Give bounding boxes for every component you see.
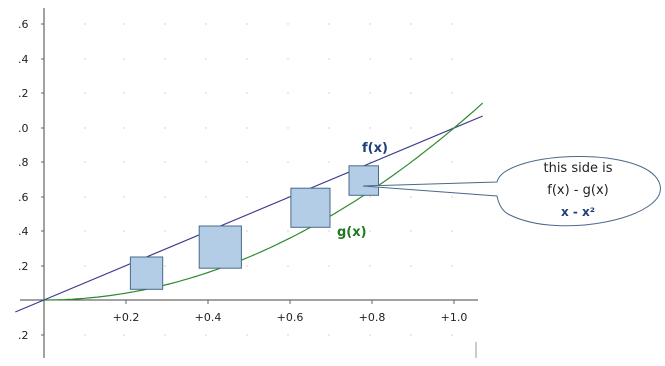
grid-dot xyxy=(328,23,329,24)
grid-dot xyxy=(287,161,288,162)
grid-dot xyxy=(164,127,165,128)
grid-dot xyxy=(205,161,206,162)
grid-dot xyxy=(328,92,329,93)
y-tick-label: .2 xyxy=(18,329,29,342)
grid-dot xyxy=(205,23,206,24)
series-line-f xyxy=(15,116,482,312)
y-tick-label: .2 xyxy=(18,260,29,273)
grid-dot xyxy=(451,196,452,197)
axes xyxy=(20,8,478,358)
grid-dot xyxy=(164,334,165,335)
grid-dot xyxy=(205,92,206,93)
grid-dot xyxy=(451,23,452,24)
grid-dot xyxy=(84,58,85,59)
annotation-callout xyxy=(363,156,660,225)
series-lines xyxy=(15,103,482,312)
grid-dot xyxy=(369,23,370,24)
grid-dot xyxy=(205,196,206,197)
grid-dot xyxy=(287,58,288,59)
grid-dot xyxy=(287,334,288,335)
grid-dot xyxy=(164,265,165,266)
x-tick-label: +0.8 xyxy=(358,311,386,324)
grid-dot xyxy=(287,23,288,24)
grid-dot xyxy=(164,161,165,162)
grid-dot xyxy=(328,230,329,231)
grid-dot xyxy=(451,334,452,335)
grid-dot xyxy=(246,127,247,128)
grid-dot xyxy=(328,161,329,162)
grid-dot xyxy=(246,230,247,231)
grid-dot xyxy=(410,23,411,24)
grid-dot xyxy=(287,92,288,93)
grid-dot xyxy=(84,92,85,93)
y-tick-label: .6 xyxy=(18,18,29,31)
grid-dot xyxy=(84,265,85,266)
grid-dot xyxy=(246,334,247,335)
grid-dot xyxy=(123,196,124,197)
grid-dot xyxy=(369,127,370,128)
grid-dot xyxy=(123,161,124,162)
y-tick-label: .4 xyxy=(18,53,29,66)
grid-dot xyxy=(84,196,85,197)
grid-dot xyxy=(164,230,165,231)
y-tick-label: .6 xyxy=(18,191,29,204)
x-tick-label: +0.2 xyxy=(112,311,140,324)
callout-line-1: this side is xyxy=(543,161,613,176)
grid-dot xyxy=(410,92,411,93)
grid-dot xyxy=(164,196,165,197)
grid-dot xyxy=(369,58,370,59)
grid-dot xyxy=(84,23,85,24)
grid-dot xyxy=(164,23,165,24)
y-tick-labels xyxy=(18,18,44,342)
grid-dot xyxy=(287,230,288,231)
x-tick-labels xyxy=(113,300,468,324)
grid-dot xyxy=(369,265,370,266)
grid-dot xyxy=(246,161,247,162)
grid-dot xyxy=(164,58,165,59)
grid-dot xyxy=(205,127,206,128)
grid-dot xyxy=(328,58,329,59)
grid-dot xyxy=(410,58,411,59)
grid-dot xyxy=(164,92,165,93)
grid-dot xyxy=(84,161,85,162)
grid-dot xyxy=(451,161,452,162)
grid-dot xyxy=(451,265,452,266)
y-tick-label: .0 xyxy=(18,122,29,135)
series-line-g xyxy=(44,103,483,300)
grid-dot xyxy=(328,265,329,266)
grid-dot xyxy=(369,196,370,197)
series-label-g: g(x) xyxy=(337,225,367,240)
difference-square xyxy=(291,188,330,227)
grid-dot xyxy=(246,92,247,93)
grid-dot xyxy=(84,334,85,335)
grid-dot xyxy=(451,230,452,231)
grid-dot xyxy=(205,334,206,335)
grid-dot xyxy=(84,230,85,231)
grid-dot xyxy=(123,58,124,59)
grid-dot xyxy=(410,127,411,128)
y-tick-label: .4 xyxy=(18,225,29,238)
grid-dot xyxy=(369,230,370,231)
grid-dot xyxy=(246,196,247,197)
grid-dot xyxy=(287,265,288,266)
grid-dot xyxy=(84,127,85,128)
grid-dot xyxy=(123,127,124,128)
callout-bubble xyxy=(363,156,660,225)
grid-dot xyxy=(246,58,247,59)
grid-dot xyxy=(287,127,288,128)
y-tick-label: .8 xyxy=(18,156,29,169)
difference-square xyxy=(349,166,379,196)
x-tick-label: +1.0 xyxy=(440,311,468,324)
grid-dot xyxy=(205,58,206,59)
grid-dot xyxy=(369,334,370,335)
grid-dot xyxy=(451,92,452,93)
x-tick-label: +0.6 xyxy=(276,311,304,324)
grid-dot xyxy=(328,127,329,128)
series-label-f: f(x) xyxy=(362,141,388,156)
grid-dot xyxy=(246,265,247,266)
grid-dot xyxy=(123,92,124,93)
grid-dot xyxy=(123,23,124,24)
difference-square xyxy=(199,226,241,268)
difference-square xyxy=(130,257,162,289)
grid-dot xyxy=(410,230,411,231)
grid-dot xyxy=(451,58,452,59)
x-tick-label: +0.4 xyxy=(194,311,222,324)
callout-line-2: f(x) - g(x) xyxy=(547,183,609,198)
grid-dot xyxy=(246,23,247,24)
grid-dot xyxy=(328,334,329,335)
grid-dot xyxy=(123,334,124,335)
callout-line-3: x - x² xyxy=(560,205,596,219)
grid-dot xyxy=(410,334,411,335)
grid-dot xyxy=(123,230,124,231)
grid-dot xyxy=(410,265,411,266)
y-tick-label: .2 xyxy=(18,87,29,100)
grid-dot xyxy=(410,196,411,197)
grid-dot xyxy=(369,92,370,93)
